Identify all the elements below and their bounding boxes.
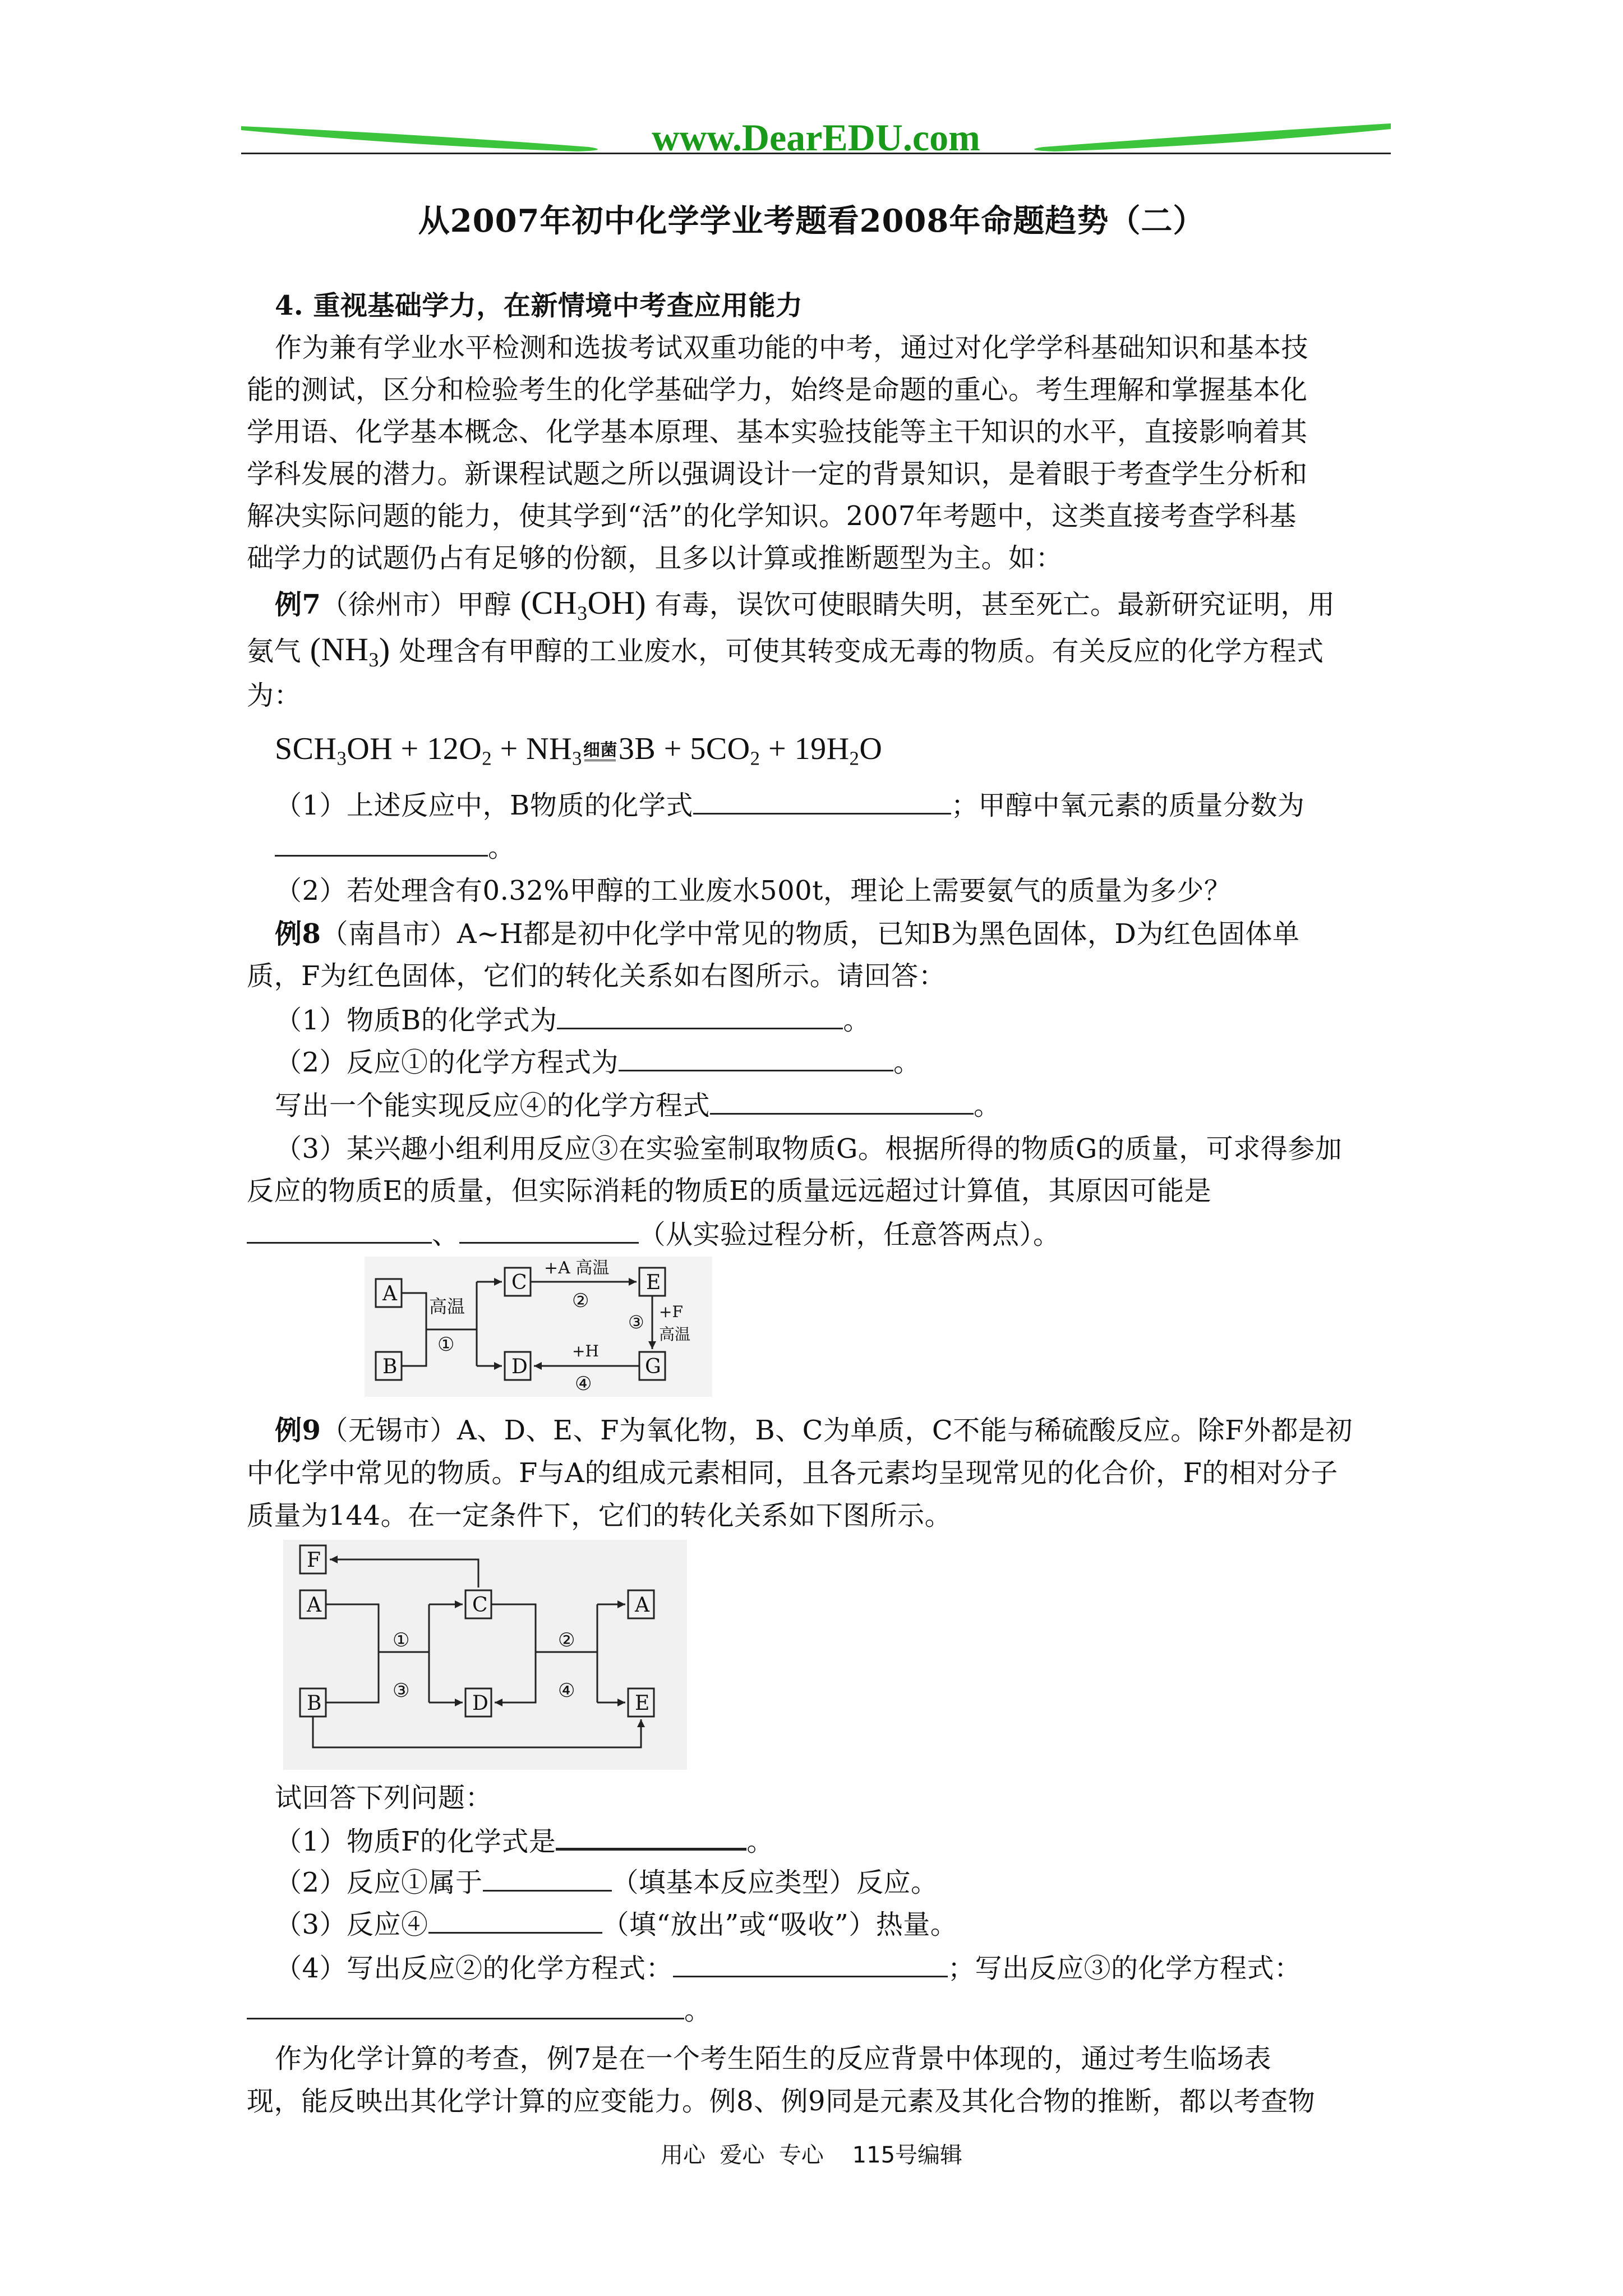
svg-text:+F: +F [659,1303,683,1321]
example9-line1: 例9（无锡市）A、D、E、F为氧化物，B、C为单质，C不能与稀硫酸反应。除F外都是初 [275,1415,1353,1446]
methanol-formula: $(CH_3OH)$ [520,585,647,624]
answer-blank[interactable] [556,1823,746,1851]
svg-text:B: B [307,1692,322,1715]
paragraph-line: 学科发展的潜力。新课程试题之所以强调设计一定的背景知识，是着眼于考查学生分析和 [247,458,1308,490]
example8-question3-line3: 、 （从实验过程分析，任意答两点）。 [247,1217,1061,1251]
reaction-condition: 细菌 [583,742,617,763]
paragraph-line: 作为兼有学业水平检测和选拔考试双重功能的中考，通过对化学学科基础知识和基本技 [275,332,1309,364]
example8-question3-line2: 反应的物质E的质量，但实际消耗的物质E的质量远远超过计算值，其原因可能是 [247,1175,1212,1207]
example-label: 例8 [275,918,321,950]
example7-line2: 氨气 $(NH_3)$ 处理含有甲醇的工业废水，可使其转变成无毒的物质。有关反应的化学方程式 [247,631,1324,671]
svg-text:③: ③ [393,1680,410,1702]
answer-blank[interactable] [693,788,951,815]
example8-question1: （1）物质B的化学式为 。 [275,1003,870,1037]
svg-text:A: A [635,1594,649,1617]
answer-blank[interactable] [459,1217,639,1244]
svg-text:高温: 高温 [659,1325,691,1343]
svg-text:①: ① [393,1629,410,1651]
svg-text:E: E [646,1271,661,1294]
svg-text:③: ③ [628,1312,644,1333]
svg-text:+H: +H [572,1342,599,1360]
header-divider [241,153,1391,154]
example8-question2: （2）反应①的化学方程式为 。 [275,1045,921,1079]
example8-line1: 例8（南昌市）A~H都是初中化学中常见的物质，已知B为黑色固体，D为红色固体单 [275,918,1300,950]
logo-text: www.DearEDU.com [652,116,980,159]
example7-line3: 为： [247,680,302,711]
example8-reaction-diagram [365,1257,712,1397]
page-title: 从2007年初中化学学业考题看2008年命题趋势（二） [418,203,1205,240]
svg-text:①: ① [437,1333,455,1356]
closing-line1: 作为化学计算的考查，例7是在一个考生陌生的反应背景中体现的，通过考生临场表 [275,2043,1272,2074]
svg-text:②: ② [572,1290,589,1312]
answer-blank[interactable] [275,830,488,857]
answer-blank[interactable] [557,1003,843,1029]
section-heading: 4. 重视基础学力，在新情境中考查应用能力 [275,290,803,321]
example8-line2: 质，F为红色固体，它们的转化关系如右图所示。请回答： [247,960,946,992]
logo-swoosh-icon [241,107,1391,168]
deareedu-logo[interactable] [241,107,1391,168]
answer-blank[interactable] [428,1907,602,1934]
example9-line3: 质量为144。在一定条件下，它们的转化关系如下图所示。 [247,1500,952,1531]
answer-blank[interactable] [483,1865,612,1892]
example9-question4: （4）写出反应②的化学方程式： ；写出反应③的化学方程式： [275,1951,1302,1985]
page-footer: 用心 爱心 专心 115号编辑 [660,2142,963,2168]
example7-question1-cont: 。 [275,830,515,864]
example7-question1: （1）上述反应中，B物质的化学式 ；甲醇中氧元素的质量分数为 [275,788,1304,822]
example8-question3-line1: （3）某兴趣小组利用反应③在实验室制取物质G。根据所得的物质G的质量，可求得参加 [275,1133,1343,1165]
svg-text:+A 高温: +A 高温 [544,1258,610,1278]
svg-text:C: C [511,1271,527,1294]
answer-blank[interactable] [710,1088,974,1115]
answer-blank[interactable] [673,1951,948,1977]
svg-text:D: D [511,1355,528,1378]
svg-text:F: F [307,1549,321,1572]
svg-text:高温: 高温 [429,1296,465,1317]
svg-text:C: C [472,1594,488,1617]
svg-text:②: ② [558,1629,575,1651]
answer-blank[interactable] [619,1045,893,1071]
example-label: 例7 [275,589,321,620]
svg-text:G: G [645,1355,661,1378]
chemical-equation: $SCH_3OH + 12O_2 + NH_3$ 细菌 $3B + 5CO_2 + 19H_2O$ [275,731,883,770]
svg-text:B: B [382,1355,398,1378]
example9-question4-cont: 。 [247,1993,712,2027]
svg-text:A: A [307,1594,321,1617]
ammonia-formula: $(NH_3)$ [310,631,390,671]
example9-question3: （3）反应④ （填“放出”或“吸收”）热量。 [275,1907,957,1941]
example9-intro: 试回答下列问题： [275,1782,493,1814]
paragraph-line: 解决实际问题的能力，使其学到“活”的化学知识。2007年考题中，这类直接考查学科基 [247,500,1297,532]
svg-text:④: ④ [575,1373,592,1395]
paragraph-line: 能的测试，区分和检验考生的化学基础学力，始终是命题的重心。考生理解和掌握基本化 [247,374,1308,406]
paragraph-line: 础学力的试题仍占有足够的份额，且多以计算或推断题型为主。如： [247,542,1063,574]
example9-reaction-diagram [283,1540,687,1770]
svg-text:④: ④ [558,1680,575,1702]
answer-blank[interactable] [247,1217,432,1244]
example7-line1: 例7（徐州市）甲醇 $(CH_3OH)$ 有毒，误饮可使眼睛失明，甚至死亡。最新研究证明，用 [275,585,1335,624]
example8-question2b: 写出一个能实现反应④的化学方程式 。 [275,1088,1001,1122]
example7-question2: （2）若处理含有0.32%甲醇的工业废水500t，理论上需要氨气的质量为多少？ [275,875,1232,907]
example-label: 例9 [275,1415,321,1446]
svg-text:A: A [382,1282,397,1305]
svg-text:D: D [472,1692,488,1715]
example9-question2: （2）反应①属于 （填基本反应类型）反应。 [275,1865,938,1899]
example9-question1: （1）物质F的化学式是 。 [275,1823,774,1858]
example9-line2: 中化学中常见的物质。F与A的组成元素相同，且各元素均呈现常见的化合价，F的相对分子 [247,1457,1338,1489]
answer-blank[interactable] [247,1993,684,2019]
closing-line2: 现，能反映出其化学计算的应变能力。例8、例9同是元素及其化合物的推断，都以考查物 [247,2086,1316,2117]
svg-text:E: E [635,1692,650,1715]
paragraph-line: 学用语、化学基本概念、化学基本原理、基本实验技能等主干知识的水平，直接影响着其 [247,416,1308,448]
